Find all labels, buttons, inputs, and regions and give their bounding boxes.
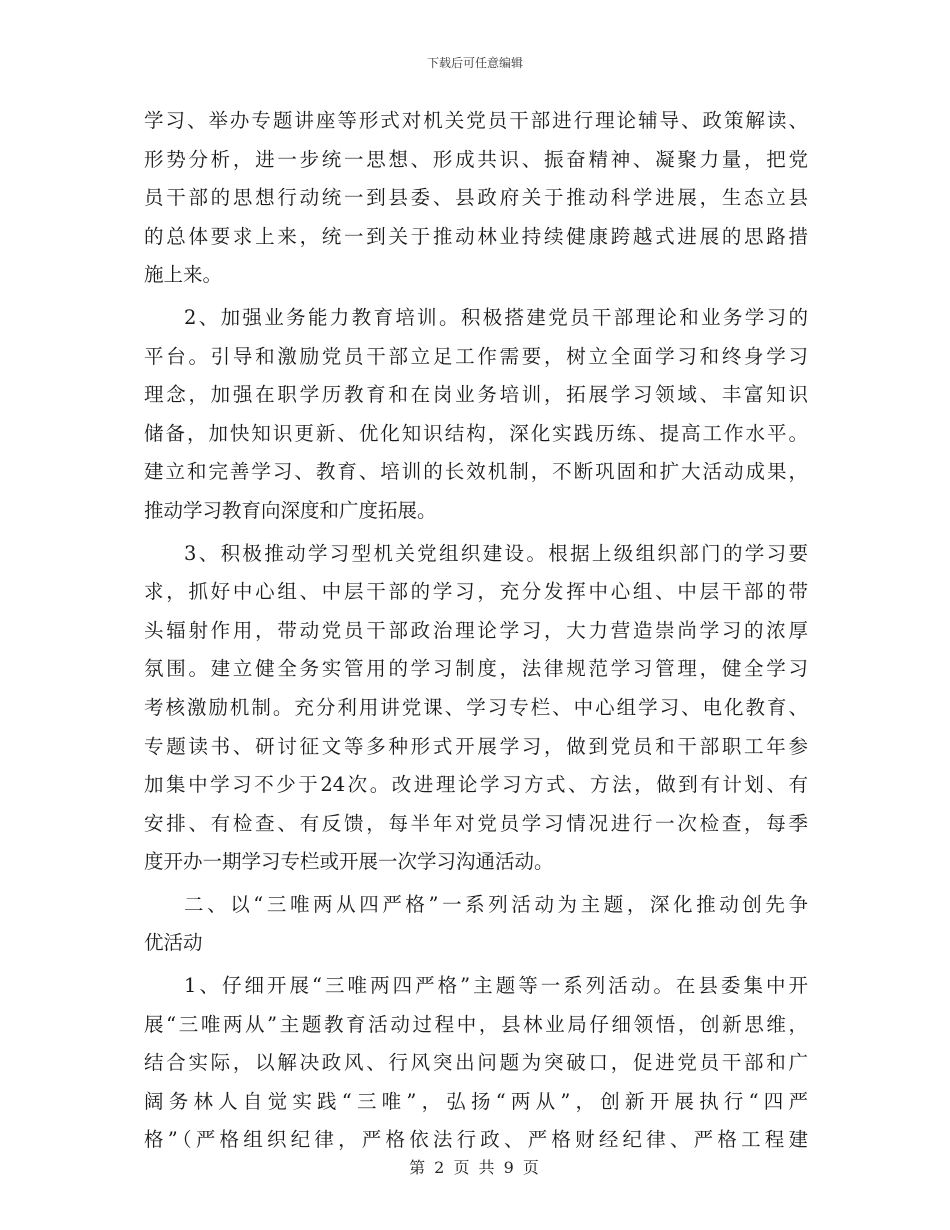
text-line: 建立和完善学习、教育、培训的长效机制，不断巩固和扩大活动成果， bbox=[144, 460, 808, 484]
text-line: 阔务林人自觉实践“三唯”，弘扬“两从”，创新开展执行“四严 bbox=[144, 1089, 808, 1113]
text-line: 推动学习教育向深度和广度拓展。 bbox=[144, 498, 437, 522]
text-line: 考核激励机制。充分利用讲党课、学习专栏、中心组学习、电化教育、 bbox=[144, 695, 808, 719]
text-line: 学习、举办专题讲座等形式对机关党员干部进行理论辅导、政策解读、 bbox=[144, 109, 808, 132]
text-line: 氛围。建立健全务实管用的学习制度，法律规范学习管理，健全学习 bbox=[144, 657, 808, 681]
paragraph-3-start: 3、积极推动学习型机关党组织建设。根据上级组织部门的学习要 bbox=[184, 541, 808, 565]
text-line: 专题读书、研讨征文等多种形式开展学习，做到党员和干部职工年参 bbox=[144, 734, 808, 758]
paragraph-4-start: 1、仔细开展“三唯两四严格”主题等一系列活动。在县委集中开 bbox=[184, 974, 808, 998]
text-line: 平台。引导和激励党员干部立足工作需要，树立全面学习和终身学习 bbox=[144, 344, 808, 368]
text-line: 结合实际，以解决政风、行风突出问题为突破口，促进党员干部和广 bbox=[144, 1051, 808, 1075]
text-line: 头辐射作用，带动党员干部政治理论学习，大力营造崇尚学习的浓厚 bbox=[144, 618, 808, 642]
text-line: 展“三唯两从”主题教育活动过程中，县林业局仔细领悟，创新思维， bbox=[144, 1012, 808, 1036]
text-line: 求，抓好中心组、中层干部的学习，充分发挥中心组、中层干部的带 bbox=[144, 580, 808, 604]
text-line: 理念，加强在职学历教育和在岗业务培训，拓展学习领域、丰富知识 bbox=[144, 383, 808, 407]
text-line: 的总体要求上来，统一到关于推动林业持续健康跨越式进展的思路措 bbox=[144, 224, 808, 248]
text-line: 度开办一期学习专栏或开展一次学习沟通活动。 bbox=[144, 850, 554, 874]
section-heading: 二、以“三唯两从四严格”一系列活动为主题，深化推动创先争 bbox=[184, 892, 808, 916]
text-line: 储备，加快知识更新、优化知识结构，深化实践历练、提高工作水平。 bbox=[144, 421, 808, 445]
page-header-note: 下载后可任意编辑 bbox=[426, 56, 523, 70]
paragraph-2-start: 2、加强业务能力教育培训。积极搭建党员干部理论和业务学习的 bbox=[184, 305, 808, 329]
page-number-footer: 第 2 页 共 9 页 bbox=[409, 1158, 541, 1177]
text-line: 员干部的思想行动统一到县委、县政府关于推动科学进展，生态立县 bbox=[144, 186, 808, 210]
document-body bbox=[144, 102, 808, 1160]
text-line: 安排、有检查、有反馈，每半年对党员学习情况进行一次检查，每季 bbox=[144, 811, 808, 835]
text-line: 格”（严格组织纪律，严格依法行政、严格财经纪律、严格工程建 bbox=[144, 1128, 808, 1152]
text-line: 形势分析，进一步统一思想、形成共识、振奋精神、凝聚力量，把党 bbox=[144, 147, 808, 171]
text-line: 加集中学习不少于24次。改进理论学习方式、方法，做到有计划、有 bbox=[144, 773, 808, 797]
section-heading-continued: 优活动 bbox=[144, 931, 203, 955]
text-line: 施上来。 bbox=[144, 263, 223, 287]
